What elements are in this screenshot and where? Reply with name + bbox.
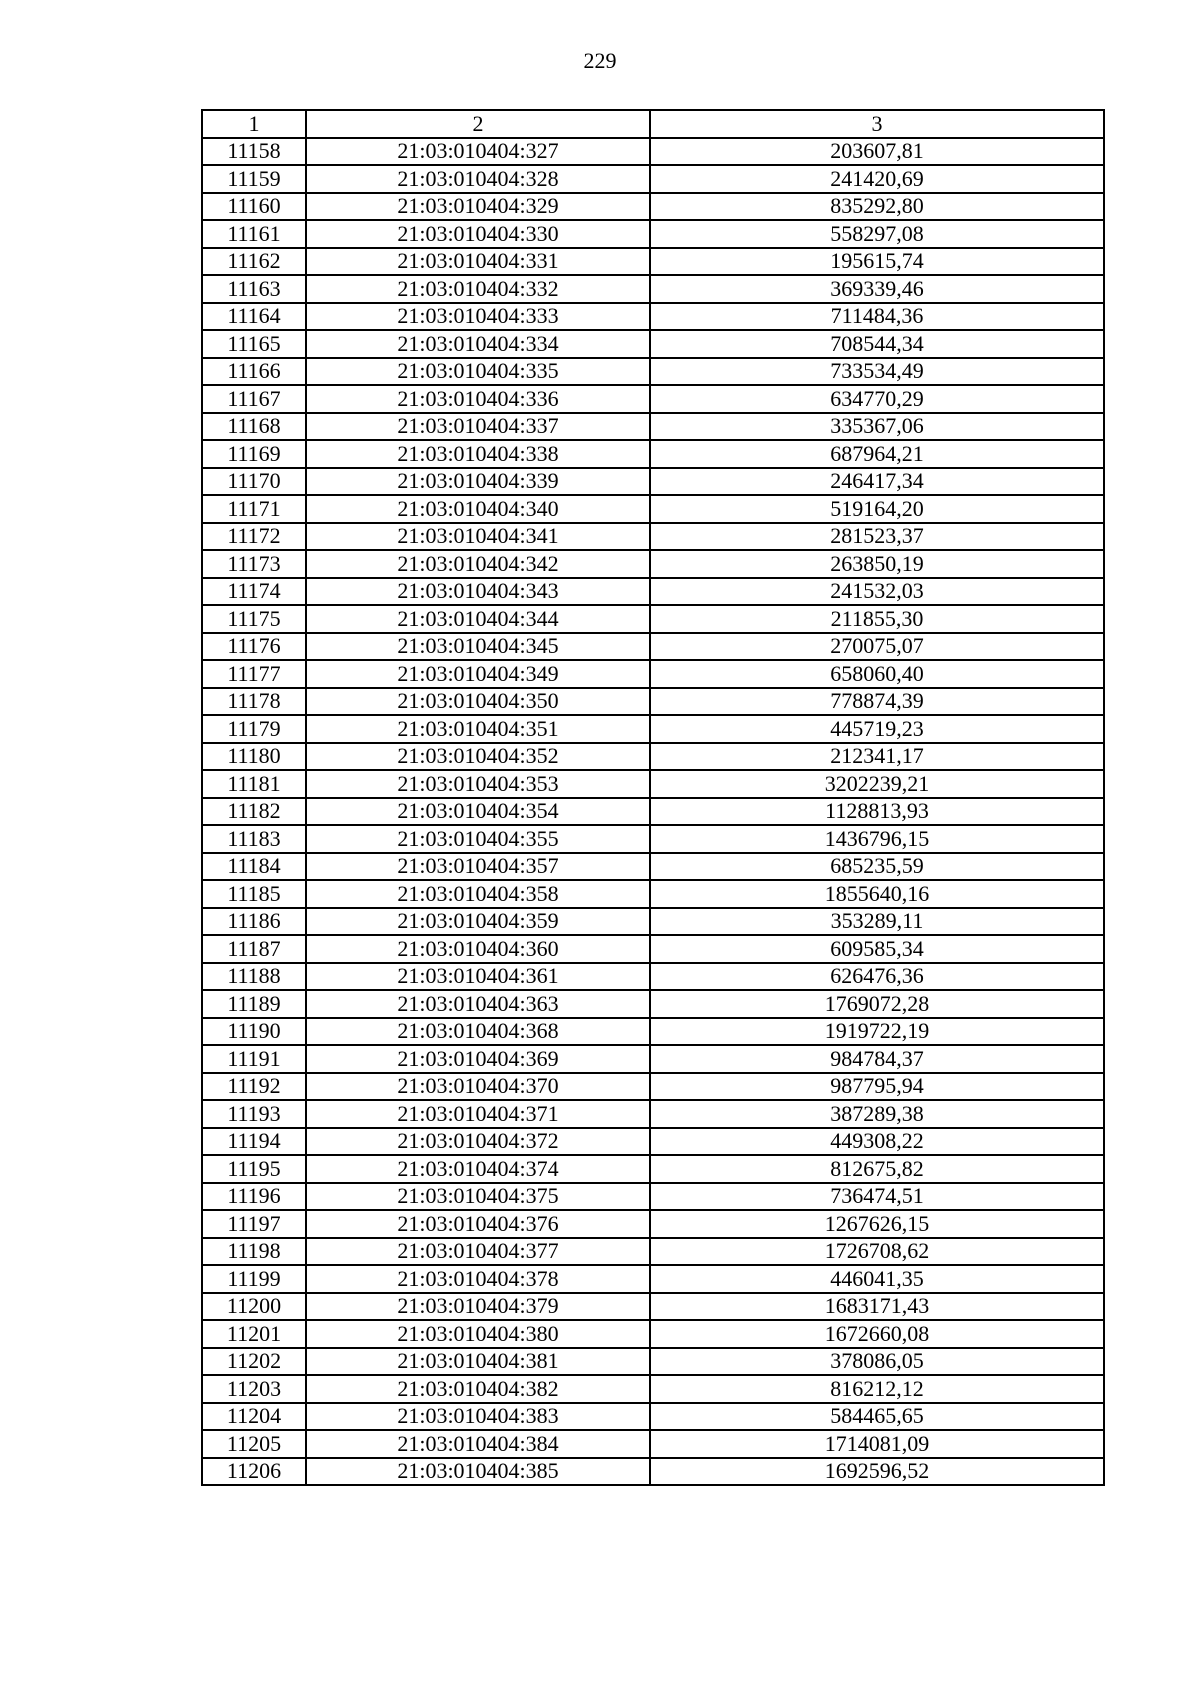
row-number-cell: 11183	[202, 825, 306, 853]
cadastral-value-cell: 687964,21	[650, 440, 1104, 468]
row-number-cell: 11159	[202, 165, 306, 193]
table-row	[202, 440, 1104, 468]
table-row	[202, 880, 1104, 908]
cadastral-value-cell: 634770,29	[650, 385, 1104, 413]
cadastral-number-cell: 21:03:010404:383	[306, 1403, 650, 1431]
table-row	[202, 1183, 1104, 1211]
row-number-cell: 11190	[202, 1018, 306, 1046]
cadastral-number-cell: 21:03:010404:375	[306, 1183, 650, 1211]
cadastral-number-cell: 21:03:010404:336	[306, 385, 650, 413]
cadastral-number-cell: 21:03:010404:344	[306, 605, 650, 633]
cadastral-number-cell: 21:03:010404:339	[306, 468, 650, 496]
cadastral-value-cell: 609585,34	[650, 935, 1104, 963]
cadastral-value-cell: 241420,69	[650, 165, 1104, 193]
cadastral-number-cell: 21:03:010404:341	[306, 523, 650, 551]
row-number-cell: 11165	[202, 330, 306, 358]
row-number-cell: 11162	[202, 248, 306, 276]
table-row	[202, 303, 1104, 331]
table-row	[202, 1073, 1104, 1101]
cadastral-number-cell: 21:03:010404:357	[306, 853, 650, 881]
row-number-cell: 11199	[202, 1265, 306, 1293]
cadastral-value-cell: 1919722,19	[650, 1018, 1104, 1046]
cadastral-value-cell: 3202239,21	[650, 770, 1104, 798]
cadastral-value-table	[201, 109, 1105, 1486]
cadastral-value-cell: 445719,23	[650, 715, 1104, 743]
cadastral-number-cell: 21:03:010404:381	[306, 1348, 650, 1376]
table-row	[202, 523, 1104, 551]
row-number-cell: 11201	[202, 1320, 306, 1348]
cadastral-value-cell: 1128813,93	[650, 798, 1104, 826]
table-row	[202, 908, 1104, 936]
cadastral-number-cell: 21:03:010404:378	[306, 1265, 650, 1293]
column-header: 2	[306, 110, 650, 138]
row-number-cell: 11197	[202, 1210, 306, 1238]
cadastral-value-cell: 584465,65	[650, 1403, 1104, 1431]
table-row	[202, 1403, 1104, 1431]
cadastral-value-cell: 195615,74	[650, 248, 1104, 276]
row-number-cell: 11204	[202, 1403, 306, 1431]
table-row	[202, 165, 1104, 193]
table-row	[202, 578, 1104, 606]
row-number-cell: 11205	[202, 1430, 306, 1458]
row-number-cell: 11184	[202, 853, 306, 881]
row-number-cell: 11178	[202, 688, 306, 716]
cadastral-number-cell: 21:03:010404:359	[306, 908, 650, 936]
row-number-cell: 11173	[202, 550, 306, 578]
cadastral-value-cell: 1672660,08	[650, 1320, 1104, 1348]
row-number-cell: 11169	[202, 440, 306, 468]
cadastral-number-cell: 21:03:010404:331	[306, 248, 650, 276]
table-row	[202, 1348, 1104, 1376]
cadastral-value-cell: 835292,80	[650, 193, 1104, 221]
row-number-cell: 11198	[202, 1238, 306, 1266]
cadastral-value-cell: 658060,40	[650, 660, 1104, 688]
cadastral-value-cell: 984784,37	[650, 1045, 1104, 1073]
cadastral-number-cell: 21:03:010404:385	[306, 1458, 650, 1486]
cadastral-value-cell: 212341,17	[650, 743, 1104, 771]
row-number-cell: 11167	[202, 385, 306, 413]
cadastral-value-cell: 987795,94	[650, 1073, 1104, 1101]
cadastral-value-cell: 816212,12	[650, 1375, 1104, 1403]
cadastral-number-cell: 21:03:010404:370	[306, 1073, 650, 1101]
table-row	[202, 413, 1104, 441]
table-row	[202, 1265, 1104, 1293]
row-number-cell: 11164	[202, 303, 306, 331]
cadastral-number-cell: 21:03:010404:340	[306, 495, 650, 523]
cadastral-number-cell: 21:03:010404:358	[306, 880, 650, 908]
row-number-cell: 11171	[202, 495, 306, 523]
table-row	[202, 1100, 1104, 1128]
cadastral-number-cell: 21:03:010404:369	[306, 1045, 650, 1073]
cadastral-number-cell: 21:03:010404:361	[306, 963, 650, 991]
table-row	[202, 1293, 1104, 1321]
row-number-cell: 11196	[202, 1183, 306, 1211]
row-number-cell: 11187	[202, 935, 306, 963]
cadastral-number-cell: 21:03:010404:363	[306, 990, 650, 1018]
row-number-cell: 11194	[202, 1128, 306, 1156]
table-row	[202, 193, 1104, 221]
cadastral-value-cell: 626476,36	[650, 963, 1104, 991]
row-number-cell: 11160	[202, 193, 306, 221]
cadastral-value-cell: 685235,59	[650, 853, 1104, 881]
cadastral-value-cell: 519164,20	[650, 495, 1104, 523]
row-number-cell: 11189	[202, 990, 306, 1018]
table-row	[202, 385, 1104, 413]
cadastral-value-cell: 708544,34	[650, 330, 1104, 358]
cadastral-value-cell: 378086,05	[650, 1348, 1104, 1376]
row-number-cell: 11188	[202, 963, 306, 991]
cadastral-value-cell: 446041,35	[650, 1265, 1104, 1293]
cadastral-number-cell: 21:03:010404:354	[306, 798, 650, 826]
cadastral-value-cell: 1855640,16	[650, 880, 1104, 908]
page-number: 229	[583, 48, 617, 73]
row-number-cell: 11200	[202, 1293, 306, 1321]
cadastral-value-cell: 203607,81	[650, 138, 1104, 166]
table-row	[202, 688, 1104, 716]
cadastral-value-cell: 1267626,15	[650, 1210, 1104, 1238]
cadastral-value-cell: 241532,03	[650, 578, 1104, 606]
table-row	[202, 1458, 1104, 1486]
row-number-cell: 11202	[202, 1348, 306, 1376]
table-row	[202, 330, 1104, 358]
cadastral-number-cell: 21:03:010404:342	[306, 550, 650, 578]
cadastral-number-cell: 21:03:010404:351	[306, 715, 650, 743]
cadastral-value-cell: 353289,11	[650, 908, 1104, 936]
table-row	[202, 633, 1104, 661]
table-body	[202, 110, 1104, 1485]
row-number-cell: 11186	[202, 908, 306, 936]
row-number-cell: 11158	[202, 138, 306, 166]
row-number-cell: 11176	[202, 633, 306, 661]
table-row	[202, 1155, 1104, 1183]
cadastral-number-cell: 21:03:010404:337	[306, 413, 650, 441]
table-row	[202, 990, 1104, 1018]
table-header-row	[202, 110, 1104, 138]
row-number-cell: 11185	[202, 880, 306, 908]
table-row	[202, 220, 1104, 248]
cadastral-value-cell: 1714081,09	[650, 1430, 1104, 1458]
column-header: 1	[202, 110, 306, 138]
table-row	[202, 770, 1104, 798]
column-header: 3	[650, 110, 1104, 138]
row-number-cell: 11177	[202, 660, 306, 688]
cadastral-number-cell: 21:03:010404:360	[306, 935, 650, 963]
cadastral-value-cell: 1436796,15	[650, 825, 1104, 853]
row-number-cell: 11174	[202, 578, 306, 606]
cadastral-value-cell: 733534,49	[650, 358, 1104, 386]
row-number-cell: 11192	[202, 1073, 306, 1101]
row-number-cell: 11161	[202, 220, 306, 248]
table-row	[202, 743, 1104, 771]
cadastral-number-cell: 21:03:010404:352	[306, 743, 650, 771]
cadastral-number-cell: 21:03:010404:334	[306, 330, 650, 358]
cadastral-number-cell: 21:03:010404:372	[306, 1128, 650, 1156]
table-row	[202, 1238, 1104, 1266]
row-number-cell: 11181	[202, 770, 306, 798]
table-row	[202, 715, 1104, 743]
cadastral-value-cell: 281523,37	[650, 523, 1104, 551]
cadastral-value-cell: 1769072,28	[650, 990, 1104, 1018]
cadastral-value-cell: 211855,30	[650, 605, 1104, 633]
row-number-cell: 11203	[202, 1375, 306, 1403]
table-row	[202, 138, 1104, 166]
cadastral-number-cell: 21:03:010404:384	[306, 1430, 650, 1458]
row-number-cell: 11193	[202, 1100, 306, 1128]
cadastral-number-cell: 21:03:010404:330	[306, 220, 650, 248]
row-number-cell: 11180	[202, 743, 306, 771]
table-row	[202, 853, 1104, 881]
table-row	[202, 550, 1104, 578]
cadastral-value-cell: 270075,07	[650, 633, 1104, 661]
row-number-cell: 11175	[202, 605, 306, 633]
row-number-cell: 11191	[202, 1045, 306, 1073]
table-row	[202, 963, 1104, 991]
table-row	[202, 495, 1104, 523]
cadastral-number-cell: 21:03:010404:353	[306, 770, 650, 798]
cadastral-number-cell: 21:03:010404:329	[306, 193, 650, 221]
table-row	[202, 1430, 1104, 1458]
cadastral-value-cell: 812675,82	[650, 1155, 1104, 1183]
cadastral-value-cell: 369339,46	[650, 275, 1104, 303]
cadastral-value-cell: 1692596,52	[650, 1458, 1104, 1486]
row-number-cell: 11168	[202, 413, 306, 441]
cadastral-number-cell: 21:03:010404:328	[306, 165, 650, 193]
table-row	[202, 798, 1104, 826]
cadastral-number-cell: 21:03:010404:377	[306, 1238, 650, 1266]
cadastral-number-cell: 21:03:010404:343	[306, 578, 650, 606]
cadastral-number-cell: 21:03:010404:333	[306, 303, 650, 331]
cadastral-number-cell: 21:03:010404:327	[306, 138, 650, 166]
row-number-cell: 11172	[202, 523, 306, 551]
cadastral-value-cell: 1726708,62	[650, 1238, 1104, 1266]
table-row	[202, 1375, 1104, 1403]
table-row	[202, 1018, 1104, 1046]
table-row	[202, 1320, 1104, 1348]
row-number-cell: 11179	[202, 715, 306, 743]
cadastral-number-cell: 21:03:010404:355	[306, 825, 650, 853]
row-number-cell: 11166	[202, 358, 306, 386]
table-row	[202, 605, 1104, 633]
cadastral-number-cell: 21:03:010404:332	[306, 275, 650, 303]
row-number-cell: 11195	[202, 1155, 306, 1183]
row-number-cell: 11163	[202, 275, 306, 303]
cadastral-number-cell: 21:03:010404:338	[306, 440, 650, 468]
row-number-cell: 11170	[202, 468, 306, 496]
cadastral-number-cell: 21:03:010404:335	[306, 358, 650, 386]
cadastral-number-cell: 21:03:010404:349	[306, 660, 650, 688]
table-row	[202, 1210, 1104, 1238]
cadastral-number-cell: 21:03:010404:345	[306, 633, 650, 661]
cadastral-value-cell: 778874,39	[650, 688, 1104, 716]
table-row	[202, 248, 1104, 276]
table-row	[202, 825, 1104, 853]
cadastral-number-cell: 21:03:010404:368	[306, 1018, 650, 1046]
cadastral-number-cell: 21:03:010404:380	[306, 1320, 650, 1348]
cadastral-value-cell: 711484,36	[650, 303, 1104, 331]
table-row	[202, 468, 1104, 496]
cadastral-value-cell: 1683171,43	[650, 1293, 1104, 1321]
cadastral-number-cell: 21:03:010404:376	[306, 1210, 650, 1238]
cadastral-value-cell: 335367,06	[650, 413, 1104, 441]
table-row	[202, 358, 1104, 386]
cadastral-number-cell: 21:03:010404:371	[306, 1100, 650, 1128]
row-number-cell: 11182	[202, 798, 306, 826]
cadastral-value-cell: 449308,22	[650, 1128, 1104, 1156]
row-number-cell: 11206	[202, 1458, 306, 1486]
table-row	[202, 660, 1104, 688]
table-row	[202, 1045, 1104, 1073]
cadastral-value-cell: 736474,51	[650, 1183, 1104, 1211]
table-row	[202, 1128, 1104, 1156]
table-row	[202, 935, 1104, 963]
cadastral-number-cell: 21:03:010404:374	[306, 1155, 650, 1183]
table-row	[202, 275, 1104, 303]
cadastral-value-cell: 246417,34	[650, 468, 1104, 496]
cadastral-value-cell: 263850,19	[650, 550, 1104, 578]
cadastral-value-cell: 558297,08	[650, 220, 1104, 248]
cadastral-number-cell: 21:03:010404:350	[306, 688, 650, 716]
cadastral-number-cell: 21:03:010404:379	[306, 1293, 650, 1321]
cadastral-number-cell: 21:03:010404:382	[306, 1375, 650, 1403]
cadastral-value-cell: 387289,38	[650, 1100, 1104, 1128]
